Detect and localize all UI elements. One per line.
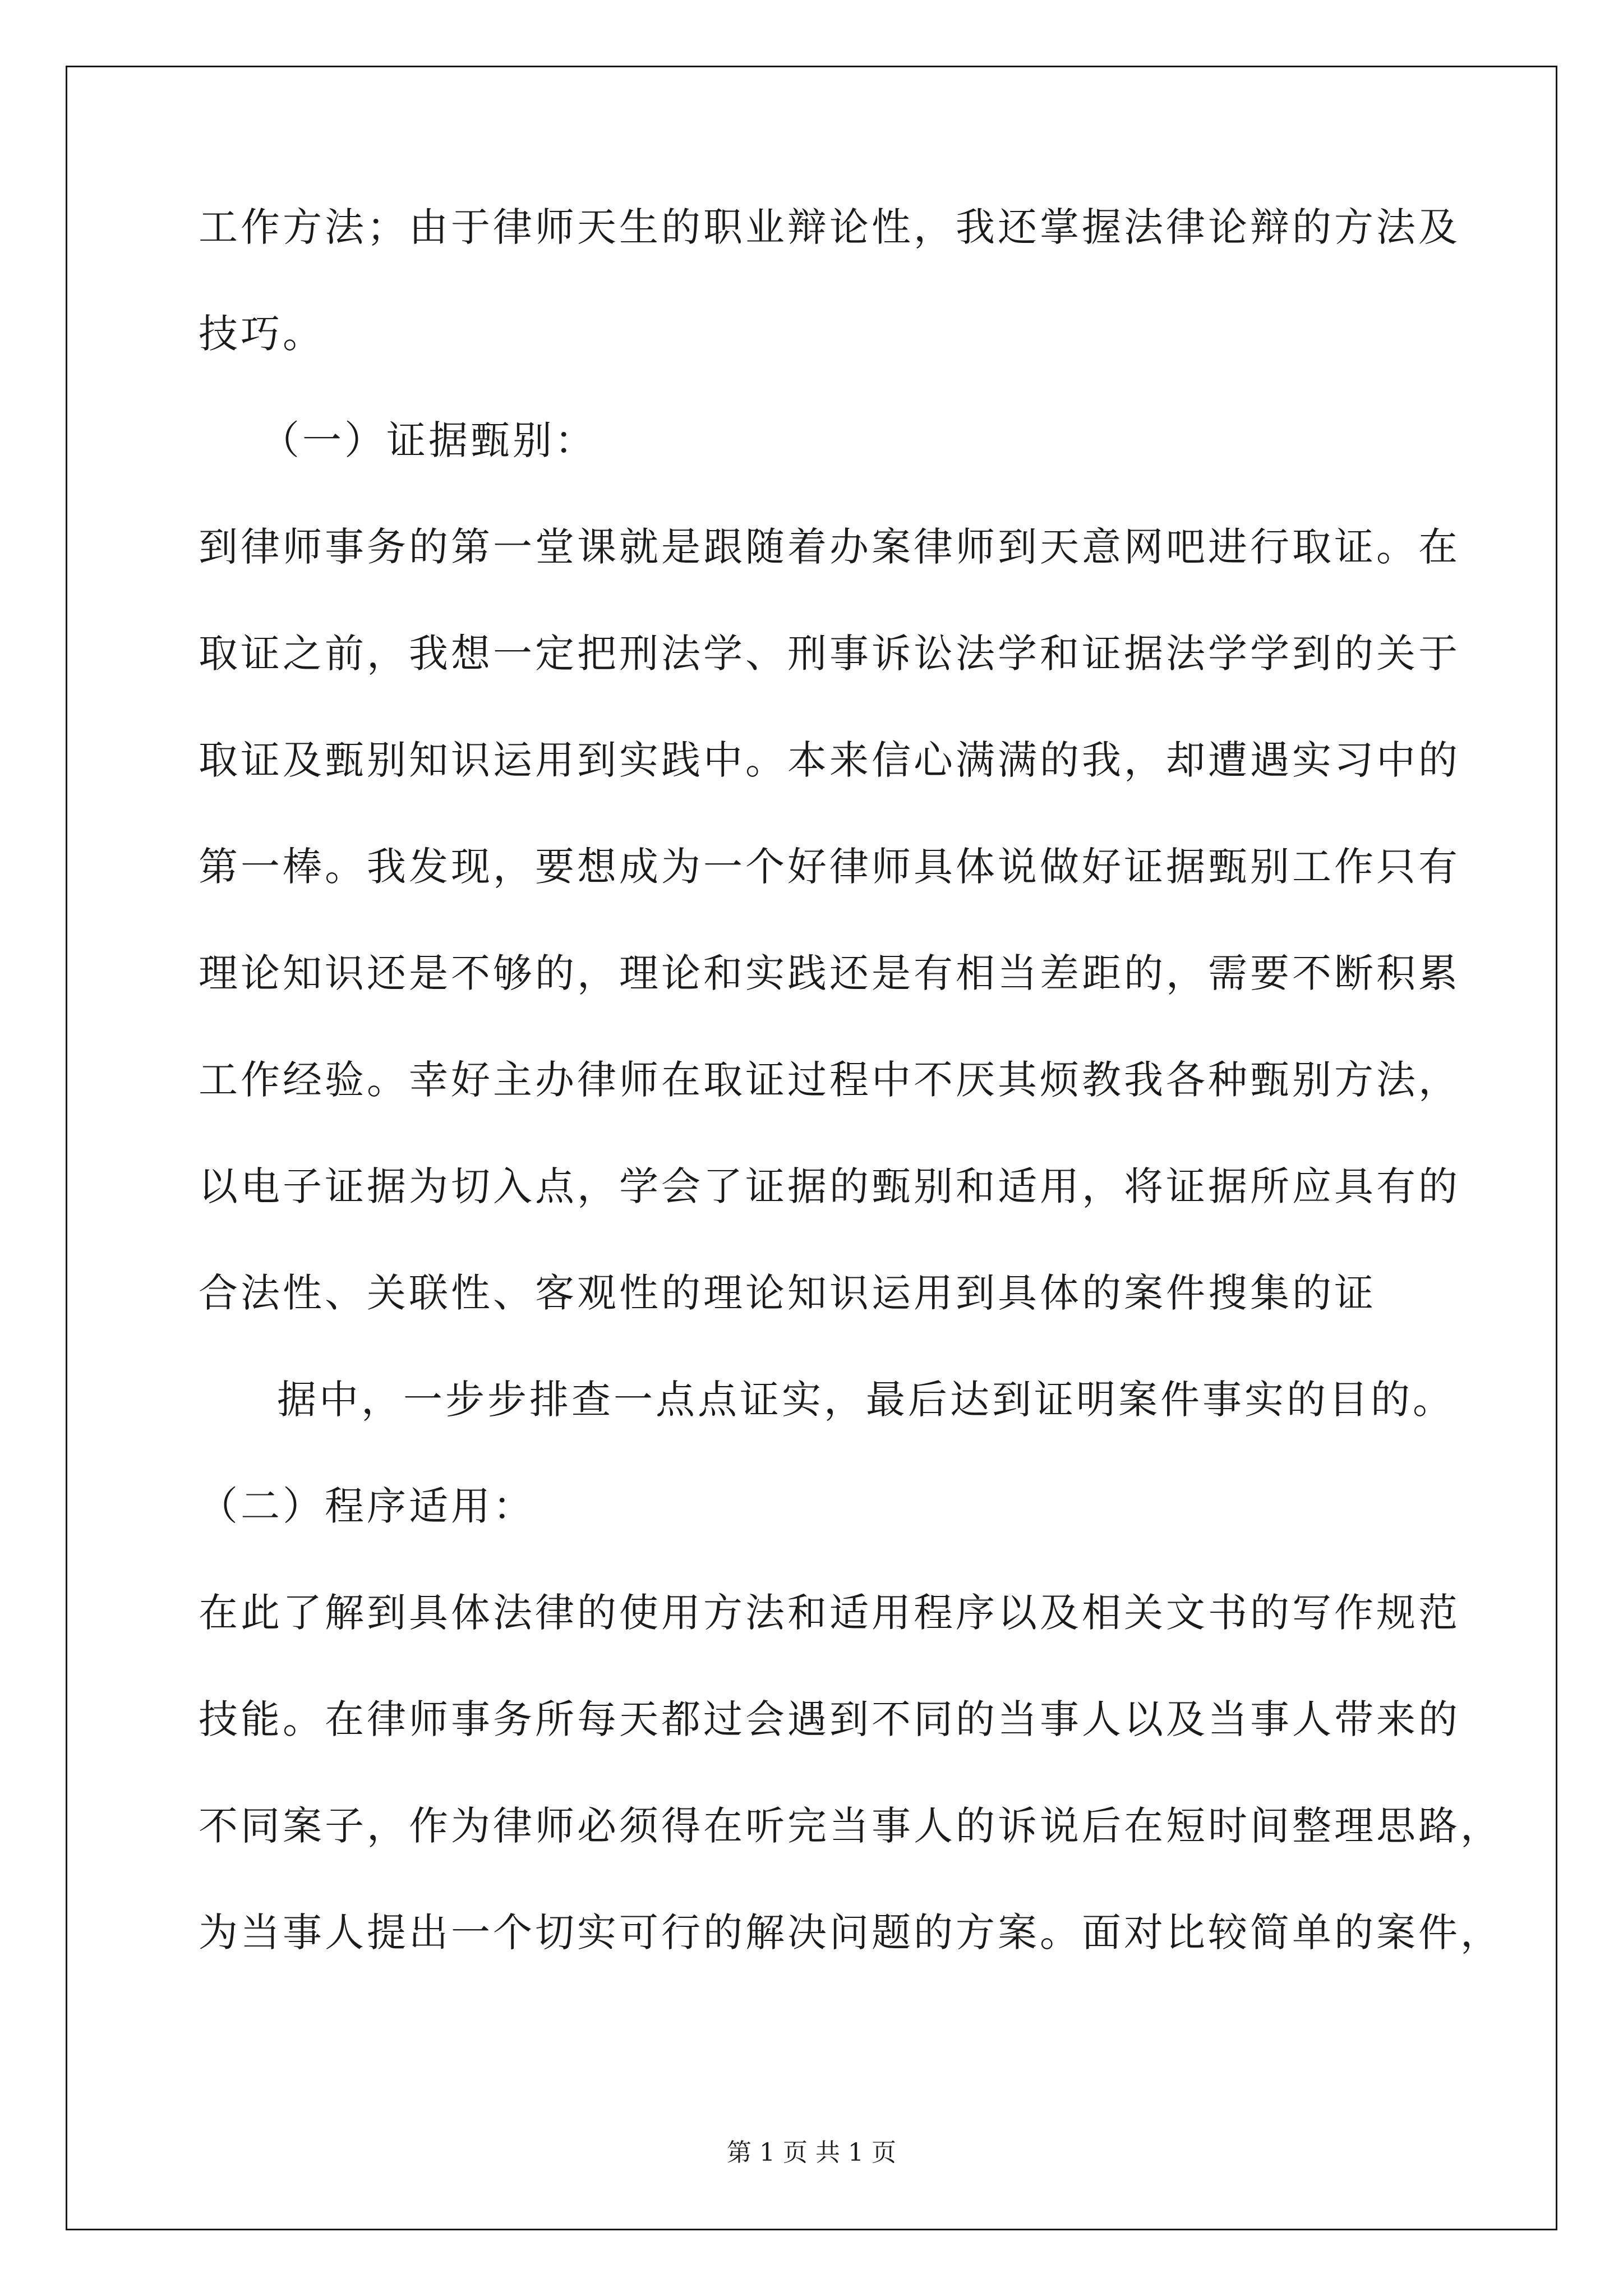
body-line: 在此了解到具体法律的使用方法和适用程序以及相关文书的写作规范 — [199, 1590, 1460, 1636]
body-line: 工作经验。幸好主办律师在取证过程中不厌其烦教我各种甄别方法， — [199, 1057, 1460, 1103]
body-line: 取证之前，我想一定把刑法学、刑事诉讼法学和证据法学学到的关于 — [199, 631, 1460, 677]
body-line: 以电子证据为切入点，学会了证据的甄别和适用，将证据所应具有的 — [199, 1163, 1460, 1209]
section-heading: （一）证据甄别： — [260, 417, 597, 463]
page-number-footer: 第 1 页 共 1 页 — [727, 2138, 896, 2167]
body-line: 理论知识还是不够的，理论和实践还是有相当差距的，需要不断积累 — [199, 950, 1460, 996]
body-line: 取证及甄别知识运用到实践中。本来信心满满的我，却遭遇实习中的 — [199, 737, 1460, 783]
body-line: 为当事人提出一个切实可行的解决问题的方案。面对比较简单的案件， — [199, 1910, 1502, 1955]
body-line: 到律师事务的第一堂课就是跟随着办案律师到天意网吧进行取证。在 — [199, 524, 1460, 570]
body-line: 据中，一步步排查一点点证实，最后达到证明案件事实的目的。 — [277, 1377, 1455, 1423]
body-line: 技巧。 — [199, 311, 325, 357]
section-heading: （二）程序适用： — [199, 1483, 535, 1529]
body-line: 工作方法；由于律师天生的职业辩论性，我还掌握法律论辩的方法及 — [199, 204, 1460, 250]
page-border — [66, 66, 1557, 2230]
body-line: 不同案子，作为律师必须得在听完当事人的诉说后在短时间整理思路， — [199, 1803, 1502, 1849]
body-line: 合法性、关联性、客观性的理论知识运用到具体的案件搜集的证 — [199, 1270, 1376, 1316]
body-line: 第一棒。我发现，要想成为一个好律师具体说做好证据甄别工作只有 — [199, 844, 1460, 890]
body-line: 技能。在律师事务所每天都过会遇到不同的当事人以及当事人带来的 — [199, 1696, 1460, 1742]
